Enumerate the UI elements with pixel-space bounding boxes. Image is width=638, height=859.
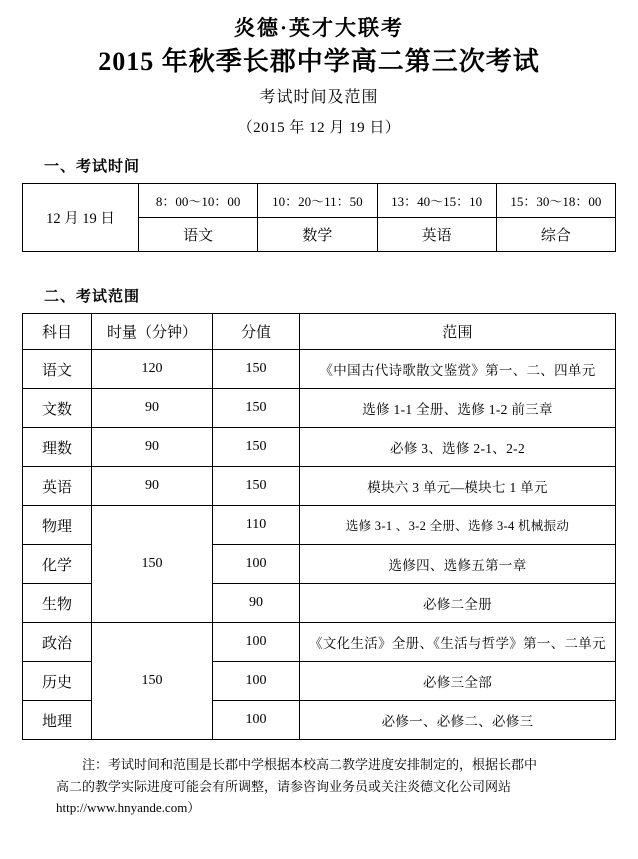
row-scope: 必修二全册 (300, 584, 616, 623)
time-slot-2: 10：20～11：50 (258, 184, 377, 218)
row-scope: 模块六 3 单元—模块七 1 单元 (300, 467, 616, 506)
row-duration: 150 (92, 623, 213, 740)
row-score: 150 (213, 428, 300, 467)
row-subject: 政治 (23, 623, 92, 662)
row-duration: 120 (92, 350, 213, 389)
table-row (23, 350, 616, 389)
row-score: 110 (213, 506, 300, 545)
row-subject: 化学 (23, 545, 92, 584)
row-subject: 语文 (23, 350, 92, 389)
time-slot-1: 8：00～10：00 (139, 184, 258, 218)
time-subject-2: 数学 (258, 218, 377, 252)
table-row (23, 184, 616, 218)
time-table-date: 12 月 19 日 (23, 184, 139, 252)
row-score: 150 (213, 467, 300, 506)
row-score: 100 (213, 545, 300, 584)
section-heading-time: 一、考试时间 (44, 159, 141, 176)
row-scope: 《中国古代诗歌散文鉴赏》第一、二、四单元 (300, 350, 616, 389)
table-row (23, 506, 616, 545)
row-subject: 文数 (23, 389, 92, 428)
row-scope: 选修四、选修五第一章 (300, 545, 616, 584)
footnote-line-2: 高二的教学实际进度可能会有所调整，请参咨询业务员或关注炎德文化公司网站 (56, 778, 512, 794)
time-subject-4: 综合 (496, 218, 615, 252)
table-row (23, 623, 616, 662)
row-score: 100 (213, 623, 300, 662)
table-header-row (23, 314, 616, 350)
row-score: 150 (213, 389, 300, 428)
exam-date: （2015 年 12 月 19 日） (237, 120, 401, 137)
col-header-scope: 范围 (300, 314, 616, 350)
row-subject: 英语 (23, 467, 92, 506)
row-subject: 生物 (23, 584, 92, 623)
row-scope: 必修 3、选修 2-1、2-2 (300, 428, 616, 467)
time-slot-3: 13：40～15：10 (377, 184, 496, 218)
section-heading-scope: 二、考试范围 (44, 289, 141, 306)
exam-time-table (22, 183, 616, 252)
col-header-duration: 时量（分钟） (92, 314, 213, 350)
row-scope: 《文化生活》全册、《生活与哲学》第一、二单元 (300, 623, 616, 662)
subtitle: 考试时间及范围 (259, 88, 379, 106)
footnote (56, 754, 606, 818)
row-score: 100 (213, 662, 300, 701)
row-subject: 理数 (23, 428, 92, 467)
row-subject: 地理 (23, 701, 92, 740)
footnote-line-1: 注：考试时间和范围是长郡中学根据本校高二教学进度安排制定的，根据长郡中 (82, 757, 538, 773)
col-header-score: 分值 (213, 314, 300, 350)
time-subject-1: 语文 (139, 218, 258, 252)
row-duration: 90 (92, 428, 213, 467)
row-scope: 必修一、必修二、必修三 (300, 701, 616, 740)
row-score: 90 (213, 584, 300, 623)
row-duration: 90 (92, 389, 213, 428)
row-subject: 历史 (23, 662, 92, 701)
row-scope: 选修 1-1 全册、选修 1-2 前三章 (300, 389, 616, 428)
table-row (23, 428, 616, 467)
time-slot-4: 15：30～18：00 (496, 184, 615, 218)
exam-scope-table (22, 313, 616, 740)
table-row (23, 467, 616, 506)
row-duration: 150 (92, 506, 213, 623)
row-duration: 90 (92, 467, 213, 506)
exam-series-title: 炎德·英才大联考 (233, 16, 404, 40)
footnote-line-3: http://www.hnyande.com） (56, 800, 201, 815)
row-score: 100 (213, 701, 300, 740)
time-subject-3: 英语 (377, 218, 496, 252)
row-scope: 选修 3-1 、3-2 全册、选修 3-4 机械振动 (300, 506, 616, 545)
col-header-subject: 科目 (23, 314, 92, 350)
page-title: 2015 年秋季长郡中学高二第三次考试 (98, 47, 540, 77)
row-scope: 必修三全部 (300, 662, 616, 701)
row-subject: 物理 (23, 506, 92, 545)
table-row (23, 389, 616, 428)
row-score: 150 (213, 350, 300, 389)
